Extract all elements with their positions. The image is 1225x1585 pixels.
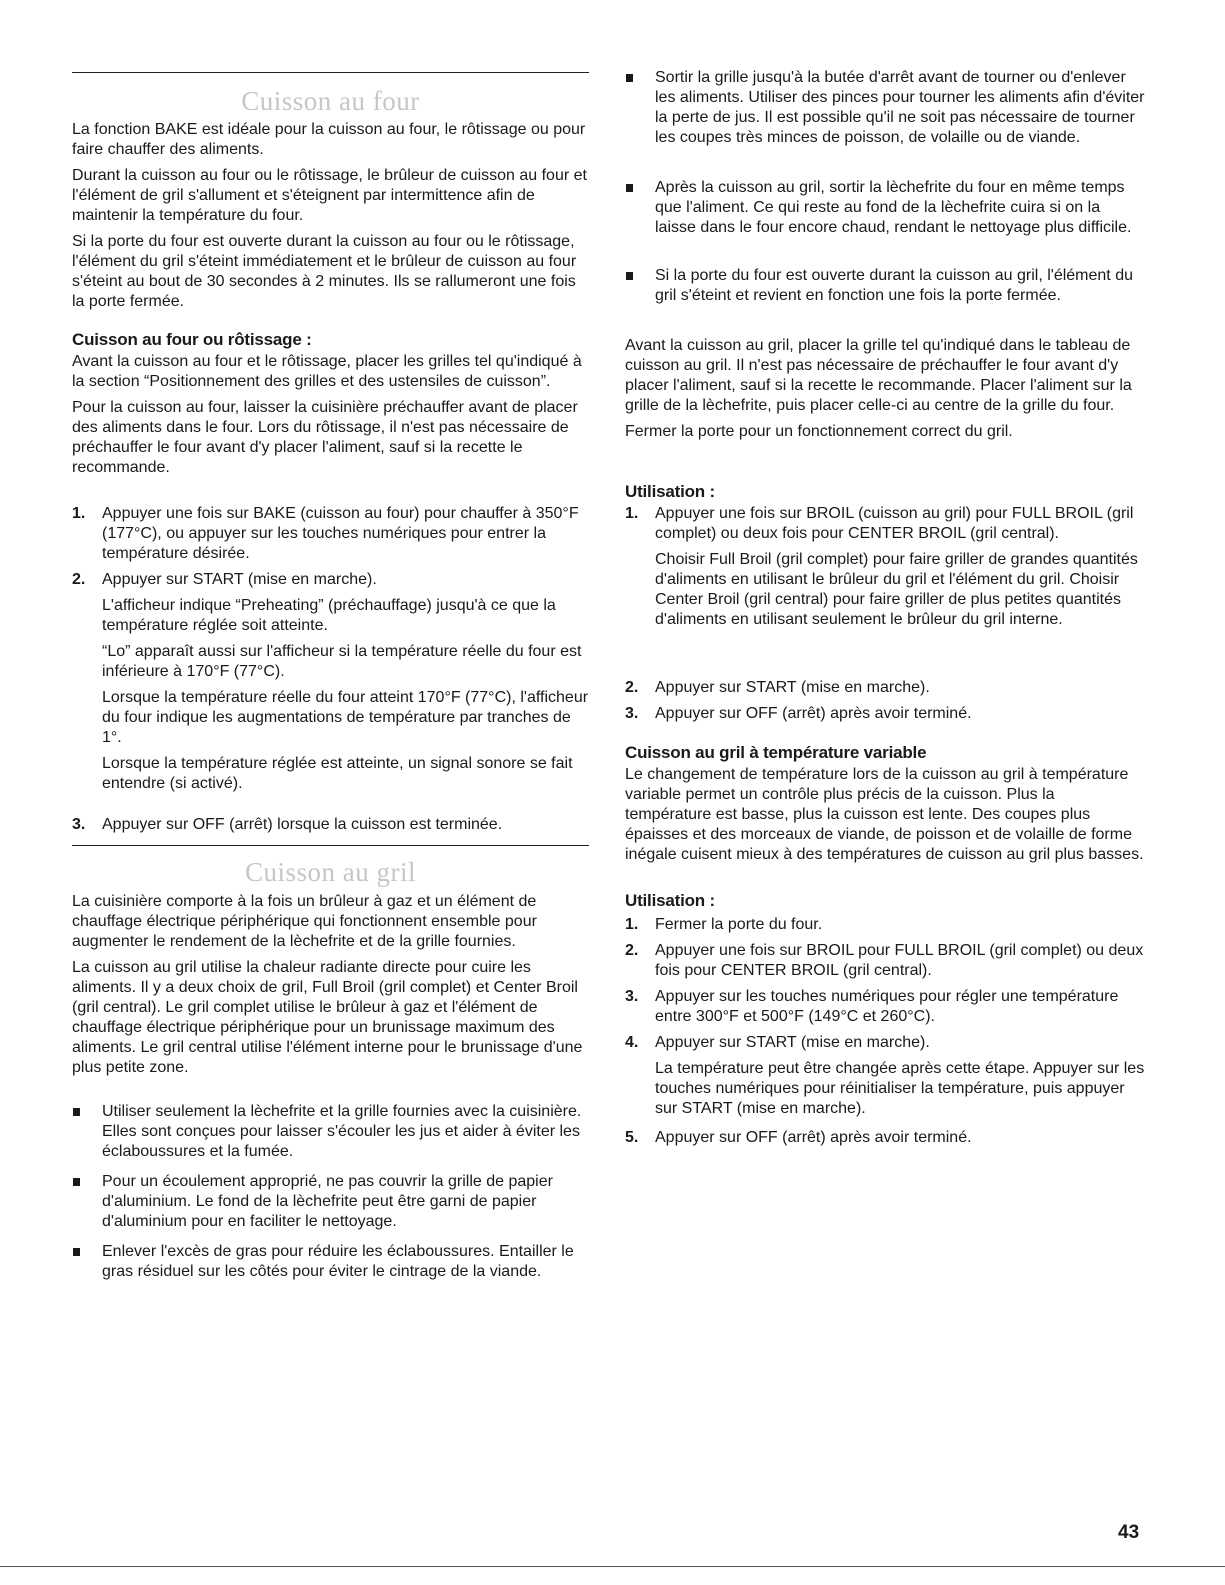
bullet-text: Utiliser seulement la lèchefrite et la grille fournies avec la cuisinière. Elles sont conçues pour laisser s'écouler les jus et aider à éviter les éclaboussures et la fumée. [102, 1103, 582, 1160]
bullet-text: Enlever l'excès de gras pour réduire les éclaboussures. Entailler le gras résiduel sur les côtés pour éviter le cintrage de la viande. [102, 1243, 574, 1280]
list-item [72, 1242, 589, 1282]
list-item [625, 987, 1145, 1027]
step-number: 1. [72, 505, 86, 522]
page-bottom-border [0, 1566, 1225, 1567]
list-item [72, 570, 589, 794]
step-number: 4. [625, 1034, 639, 1051]
paragraph: Avant la cuisson au gril, placer la grille tel qu'indiqué dans le tableau de cuisson au gril. Il n'est pas nécessaire de préchauffer le four avant d'y placer l'aliment, sauf si la recette le recommande. Placer l'aliment sur la grille de la lèchefrite, puis placer celle-ci au centre de la grille du four. [625, 337, 1132, 414]
paragraph: Avant la cuisson au four et le rôtissage, placer les grilles tel qu'indiqué à la section “Positionnement des grilles et des ustensiles de cuisson”. [72, 353, 582, 390]
subheading: Cuisson au gril à température variable [625, 743, 927, 762]
bullet-square-icon [626, 74, 633, 82]
list-item [625, 915, 1145, 935]
list-item [625, 941, 1145, 981]
bullet-square-icon [626, 184, 633, 192]
variable-broil-section [625, 743, 1145, 865]
list-item [72, 1102, 589, 1162]
step-detail: “Lo” apparaît aussi sur l'afficheur si la température réelle du four est inférieure à 170°F (77°C). [102, 643, 582, 680]
paragraph: Pour la cuisson au four, laisser la cuisinière préchauffer avant de placer des aliments dans le four. Lors du rôtissage, il n'est pas nécessaire de préchauffer le four avant d'y placer l'aliment, sauf si la recette le recommande. [72, 399, 578, 476]
step-text: Appuyer une fois sur BAKE (cuisson au four) pour chauffer à 350°F (177°C), ou appuyer sur les touches numériques pour entrer la température désirée. [102, 505, 579, 562]
paragraph: Durant la cuisson au four ou le rôtissage, le brûleur de cuisson au four et l'élément de gril s'allument et s'éteignent par intermittence afin de maintenir la température du four. [72, 167, 587, 224]
step-text: Appuyer une fois sur BROIL (cuisson au gril) pour FULL BROIL (gril complet) ou deux fois pour CENTER BROIL (gril central). [655, 505, 1134, 542]
step-detail: Lorsque la température réglée est atteinte, un signal sonore se fait entendre (si activé). [102, 755, 573, 792]
list-item [625, 678, 1145, 698]
paragraph: Le changement de température lors de la cuisson au gril à température variable permet un contrôle plus précis de la cuisson. Plus la température est basse, plus la cuisson est lente. Des coupes plus épaisses et des morceaux de viande, de poisson et de volaille de forme inégale cuisent mieux à des températures de cuisson au gril plus basses. [625, 766, 1144, 863]
section-title-bake: Cuisson au four [241, 86, 420, 116]
step-text: Appuyer une fois sur BROIL pour FULL BROIL (gril complet) ou deux fois pour CENTER BROIL (gril central). [655, 942, 1144, 979]
step-text: Fermer la porte du four. [655, 916, 823, 933]
section-divider [72, 72, 589, 73]
bullet-text: Sortir la grille jusqu'à la butée d'arrêt avant de tourner ou d'enlever les aliments. Utiliser des pinces pour tourner les aliments afin d'éviter la perte de jus. Il est possible qu'il ne soit pas nécessaire de tourner les coupes très minces de poisson, de volaille ou de viande. [655, 69, 1145, 146]
step-number: 2. [72, 571, 86, 588]
broil-intro [72, 892, 589, 1078]
list-item [625, 178, 1145, 238]
bullet-text: Pour un écoulement approprié, ne pas couvrir la grille de papier d'aluminium. Le fond de la lèchefrite peut être garni de papier d'aluminium pour en faciliter le nettoyage. [102, 1173, 553, 1230]
broil-instructions [625, 336, 1145, 442]
step-text: Appuyer sur START (mise en marche). [655, 1034, 930, 1051]
roast-section [72, 330, 589, 478]
list-item [625, 1128, 1145, 1148]
step-number: 1. [625, 505, 639, 522]
section-divider [72, 845, 589, 846]
bullet-square-icon [73, 1178, 80, 1186]
step-number: 2. [625, 942, 639, 959]
step-text: Appuyer sur OFF (arrêt) après avoir terminé. [655, 1129, 972, 1146]
step-detail: Lorsque la température réelle du four atteint 170°F (77°C), l'afficheur du four indique les augmentations de température par tranches de 1°. [102, 689, 589, 746]
subheading: Utilisation : [625, 482, 715, 501]
step-text: Appuyer sur START (mise en marche). [102, 571, 377, 588]
bake-intro [72, 120, 589, 312]
paragraph: La cuisinière comporte à la fois un brûleur à gaz et un élément de chauffage électrique périphérique qui fonctionnent ensemble pour augmenter le rendement de la lèchefrite et de la grille fournies. [72, 893, 537, 950]
step-detail: L'afficheur indique “Preheating” (préchauffage) jusqu'à ce que la température réglée soit atteinte. [102, 597, 556, 634]
step-detail: La température peut être changée après cette étape. Appuyer sur les touches numériques pour réinitialiser la température, puis appuyer sur START (mise en marche). [655, 1060, 1145, 1117]
step-number: 3. [625, 705, 639, 722]
list-item [72, 504, 589, 564]
bullet-text: Si la porte du four est ouverte durant la cuisson au gril, l'élément du gril s'éteint et revient en fonction une fois la porte fermée. [655, 267, 1133, 304]
page-number: 43 [1118, 1522, 1140, 1543]
paragraph: Fermer la porte pour un fonctionnement correct du gril. [625, 423, 1013, 440]
step-number: 1. [625, 916, 639, 933]
bullet-square-icon [626, 272, 633, 280]
list-item [72, 1172, 589, 1232]
list-item [625, 704, 1145, 724]
list-item [625, 1033, 1145, 1119]
step-detail: Choisir Full Broil (gril complet) pour faire griller de grandes quantités d'aliments en utilisant le brûleur du gril et l'élément du gril. Choisir Center Broil (gril central) pour faire griller de plus petites quantités d'aliments en utilisant seulement le brûleur du gril interne. [655, 551, 1138, 628]
subheading: Utilisation : [625, 891, 715, 910]
list-item [72, 815, 589, 835]
list-item [625, 266, 1145, 306]
paragraph: La fonction BAKE est idéale pour la cuisson au four, le rôtissage ou pour faire chauffer des aliments. [72, 121, 586, 158]
step-text: Appuyer sur START (mise en marche). [655, 679, 930, 696]
step-text: Appuyer sur OFF (arrêt) lorsque la cuisson est terminée. [102, 816, 503, 833]
step-number: 3. [625, 988, 639, 1005]
step-number: 2. [625, 679, 639, 696]
paragraph: Si la porte du four est ouverte durant la cuisson au four ou le rôtissage, l'élément du gril s'éteint immédiatement et le brûleur de cuisson au four s'éteint au bout de 30 secondes à 2 minutes. Ils se rallumeront une fois la porte fermée. [72, 233, 577, 310]
list-item [625, 68, 1145, 148]
bullet-square-icon [73, 1248, 80, 1256]
step-text: Appuyer sur OFF (arrêt) après avoir terminé. [655, 705, 972, 722]
step-number: 3. [72, 816, 86, 833]
step-text: Appuyer sur les touches numériques pour régler une température entre 300°F et 500°F (149°C et 260°C). [655, 988, 1119, 1025]
paragraph: La cuisson au gril utilise la chaleur radiante directe pour cuire les aliments. Il y a deux choix de gril, Full Broil (gril complet) et Center Broil (gril central). Le gril complet utilise le brûleur à gaz et l'élément de chauffage électrique périphérique pour un brunissage maximum des aliments. Le gril central utilise l'élément interne pour le brunissage d'une plus petite zone. [72, 959, 583, 1076]
step-number: 5. [625, 1129, 639, 1146]
section-title-broil: Cuisson au gril [244, 857, 416, 887]
subheading: Cuisson au four ou rôtissage : [72, 330, 312, 349]
bullet-text: Après la cuisson au gril, sortir la lèchefrite du four en même temps que l'aliment. Ce qui reste au fond de la lèchefrite cuira si on la laisse dans le four encore chaud, rendant le nettoyage plus difficile. [655, 179, 1132, 236]
bullet-square-icon [73, 1108, 80, 1116]
list-item [625, 504, 1145, 630]
